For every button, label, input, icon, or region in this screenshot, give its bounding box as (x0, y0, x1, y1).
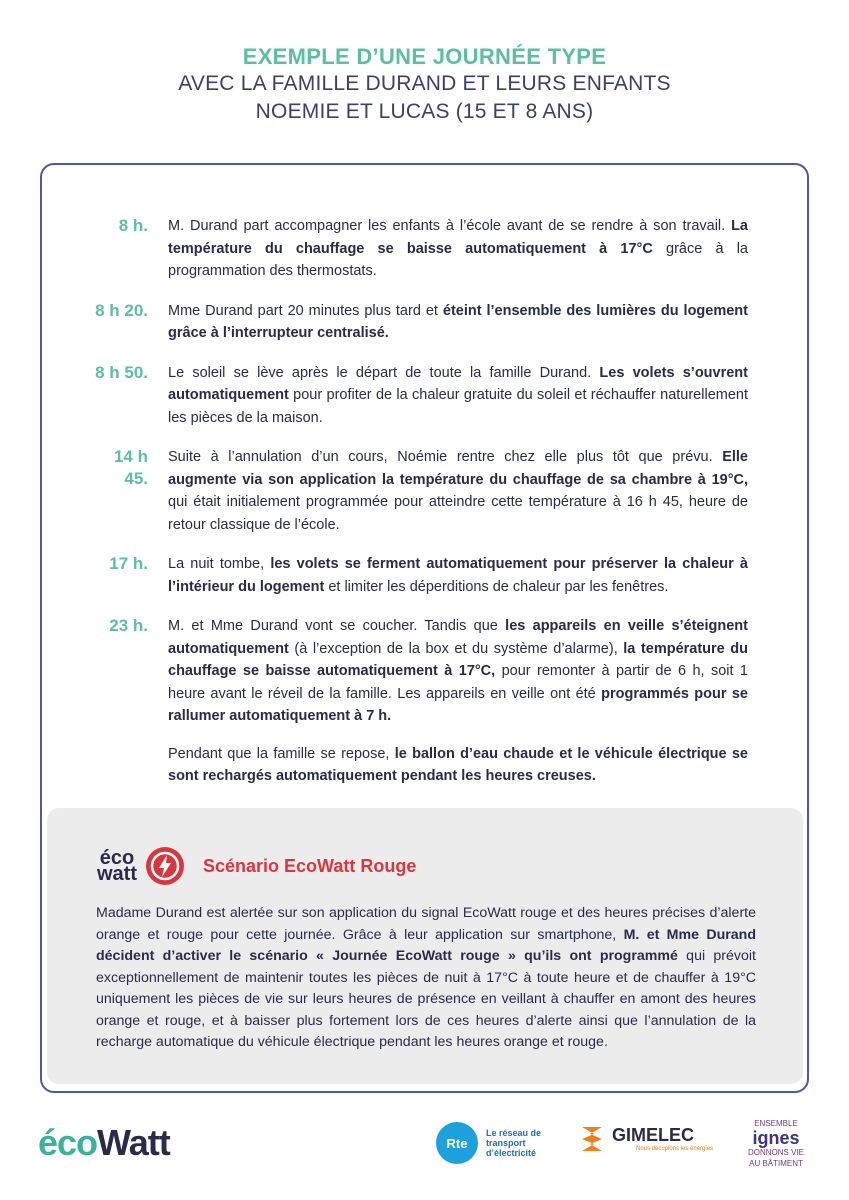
gimelec-chevron-icon (580, 1124, 606, 1154)
body-text: qui prévoit exceptionnellement de maintenir toutes les pièces de nuit à 17°C à toute heure et de chauffer à 19°C uniquement les pièces de vie sur leurs heures de présence en veillant à chauffer en amont des heures orange et rouge, et à baisser plus fortement lors de ces heures d’alerte ainsi que l’annulation de la recharge automatique du véhicule électrique pendant les heures orange et rouge. (96, 948, 756, 1050)
ecowatt-logo-line2: watt (97, 863, 137, 885)
body-text: grâce à la programmation des thermostats. (168, 240, 748, 279)
body-text: La nuit tombe, (168, 556, 271, 572)
bold-text: les volets se ferment automatiquement pour préserver la chaleur à l’intérieur du logement (168, 556, 748, 595)
body-text: et limiter les déperditions de chaleur par les fenêtres. (324, 578, 669, 595)
bold-text: la température du chauffage se baisse automatiquement à 17°C, (168, 640, 749, 679)
gimelec-tagline: Nous décuplons les énergies (636, 1146, 714, 1152)
entry-text (168, 300, 748, 345)
entry-text (168, 215, 748, 283)
page-title: EXEMPLE D’UNE JOURNÉE TYPE (242, 44, 607, 69)
body-text: pour profiter de la chaleur gratuite du soleil et réchauffer naturellement les pièces de la maison. (168, 387, 748, 426)
timeline-entry (88, 300, 764, 345)
body-text: (à l’exception de la box et du système d’alarme), (288, 640, 624, 657)
ecowatt-scenario-box (47, 808, 803, 1084)
ecowatt-small-logo (93, 847, 141, 885)
timeline-entries (88, 215, 764, 805)
ecowatt-footer-eco: éco (38, 1122, 98, 1163)
bold-text: Elle augmente via son application la température du chauffage de sa chambre à 19°C, (168, 449, 748, 488)
entry-time: 8 h. (118, 216, 148, 235)
ecowatt-scenario-header (93, 846, 416, 886)
entry-time: 8 h 20. (95, 300, 148, 320)
body-text: Le soleil se lève après le départ de toute la famille Durand. (168, 364, 600, 381)
bold-text: éteint l’ensemble des lumières du logement grâce à l’interrupteur centralisé. (168, 302, 748, 341)
entry-time: 8 h 50. (95, 362, 148, 382)
rte-tagline: Le réseau de transport d’électricité (486, 1128, 542, 1158)
rte-logo (436, 1122, 556, 1164)
ecowatt-footer-logo (38, 1122, 170, 1164)
ecowatt-footer-watt: Watt (97, 1122, 170, 1163)
rte-mark: Rte (436, 1122, 478, 1164)
ignes-bottom-text: DONNONS VIE AU BÂTIMENT (747, 1148, 804, 1168)
ignes-name: ignes (752, 1128, 800, 1148)
bold-text: les appareils en veille s’éteignent automatiquement (168, 618, 748, 657)
body-text: qui était initialement programmée pour atteindre cette température à 16 h 45, heure de retour classique de l’école. (168, 494, 748, 533)
timeline-entry (88, 553, 764, 598)
body-text: M. Durand part accompagner les enfants à l’école avant de se rendre à son travail. (168, 218, 732, 234)
timeline-entry (88, 215, 764, 283)
body-text: M. et Mme Durand vont se coucher. Tandis que (168, 618, 506, 634)
ignes-top-text: ENSEMBLE (754, 1119, 798, 1128)
timeline-entry (88, 446, 764, 536)
gimelec-name: GIMELEC (612, 1125, 695, 1145)
body-text: Mme Durand part 20 minutes plus tard et (168, 302, 443, 319)
bold-text: Les volets s’ouvrent automatiquement (168, 364, 748, 403)
ecowatt-scenario-title: Scénario EcoWatt Rouge (203, 855, 417, 876)
bold-text: programmés pour se rallumer automatiquement à 7 h. (168, 685, 748, 724)
entry-text (168, 615, 748, 728)
entry-time: 23 h. (109, 616, 148, 635)
bold-text: La température du chauffage se baisse automatiquement à 17°C (168, 218, 748, 257)
ecowatt-scenario-text (96, 903, 756, 1054)
body-text: Pendant que la famille se repose, (168, 745, 395, 762)
body-text: Suite à l’annulation d’un cours, Noémie rentre chez elle plus tôt que prévu. (168, 449, 723, 465)
lightning-bolt-icon (145, 846, 185, 886)
entry-text (168, 553, 748, 598)
entry-text (168, 446, 748, 536)
gimelec-logo (580, 1124, 713, 1154)
timeline-entry (88, 743, 764, 788)
body-text: pour remonter à partir de 6 h, soit 1 heure avant le réveil de la famille. Les appareils en veille ont été (168, 663, 748, 702)
entry-time: 14 h 45. (113, 447, 148, 488)
entry-time (88, 743, 168, 788)
page-subtitle-line1: AVEC LA FAMILLE DURAND ET LEURS ENFANTS (178, 72, 671, 95)
bold-text: le ballon d’eau chaude et le véhicule électrique se sont rechargés automatiquement pendant les heures creuses. (168, 745, 748, 784)
entry-time: 17 h. (109, 554, 148, 573)
timeline-entry (88, 362, 764, 430)
page-header (0, 44, 849, 126)
bold-text: M. et Mme Durand décident d’activer le scénario « Journée EcoWatt rouge » qu’ils ont programmé (96, 926, 756, 964)
ecowatt-logo-line1: éco (99, 847, 135, 869)
page-subtitle-line2: NOEMIE ET LUCAS (15 ET 8 ANS) (255, 100, 594, 123)
timeline-entry (88, 615, 764, 728)
body-text: Madame Durand est alertée sur son application du signal EcoWatt rouge et des heures précises d’alerte orange et rouge pour cette journée. Grâce à leur application sur smartphone, (96, 905, 756, 943)
entry-text (168, 743, 748, 788)
entry-text (168, 362, 748, 430)
ignes-logo (745, 1118, 807, 1169)
